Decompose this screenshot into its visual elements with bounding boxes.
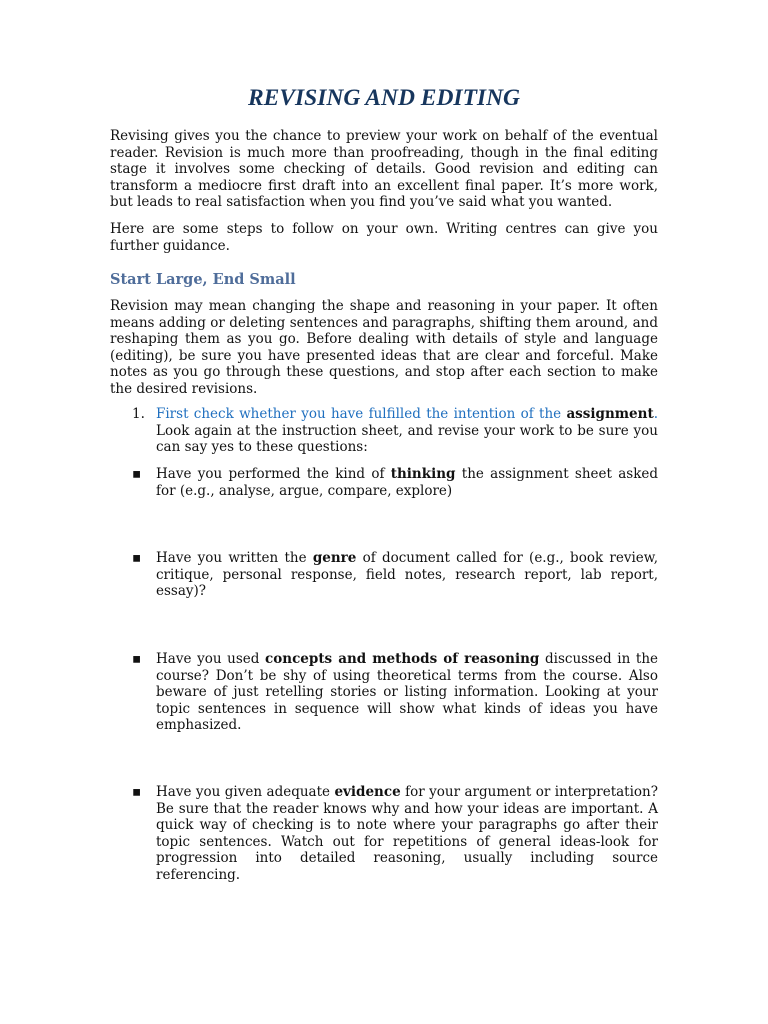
bullet-text: Have you given adequate — [156, 784, 335, 800]
bullet-bold: concepts and methods of reasoning — [265, 651, 540, 667]
bullet-bold: thinking — [390, 466, 456, 482]
intro-paragraph-1: Revising gives you the chance to preview your work on behalf of the eventual reader. Revision is much more than proofreading, though in the final editing stage it involves some checking of details. Good revision and editing can transform a mediocre first draft into an excellent final paper. It’s more work, but leads to real satisfaction when you find you’ve said what you wanted. — [110, 128, 658, 211]
bullet-icon: ▪ — [132, 784, 142, 800]
section-paragraph: Revision may mean changing the shape and reasoning in your paper. It often means adding or deleting sentences and paragraphs, shifting them around, and reshaping them as you go. Before dealing with details of style and language (editing), be sure you have presented ideas that are clear and forceful. Make notes as you go through these questions, and stop after each section to make the desired revisions. — [110, 298, 658, 397]
section-heading: Start Large, End Small — [110, 271, 296, 288]
bullet-icon: ▪ — [132, 466, 142, 482]
bullet-icon: ▪ — [132, 550, 142, 566]
numbered-item-rest: Look again at the instruction sheet, and revise your work to be sure you can say yes to these questions: — [156, 422, 658, 456]
bullet-bold: evidence — [334, 784, 401, 800]
page-title: REVISING AND EDITING — [247, 85, 521, 111]
bullet-item-genre — [156, 550, 658, 600]
numbered-item — [156, 406, 658, 456]
bullet-icon: ▪ — [132, 651, 142, 667]
intro-paragraph-2: Here are some steps to follow on your own. Writing centres can give you further guidance. — [110, 221, 658, 254]
list-number: 1. — [132, 406, 145, 422]
numbered-item-bold: assignment — [566, 406, 654, 422]
bullet-text: Have you performed the kind of — [156, 466, 391, 482]
bullet-text: Have you used — [156, 651, 266, 667]
bullet-text: Have you written the — [156, 550, 313, 566]
bullet-bold: genre — [312, 550, 357, 566]
bullet-text: the assignment sheet asked for (e.g., analyse, argue, compare, explore) — [156, 466, 659, 499]
bullet-item-thinking — [156, 466, 658, 499]
bullet-text: of document called for (e.g., book review, critique, personal response, field notes, research report, lab report, essay)? — [156, 550, 658, 600]
numbered-item-period: . — [653, 406, 658, 422]
bullet-text: discussed in the course? Don’t be shy of using theoretical terms from the course. Also beware of just retelling stories or listing information. Looking at your topic sentences in sequence will show what kinds of ideas you have emphasized. — [156, 651, 659, 734]
numbered-item-lead: First check whether you have fulfilled the intention of the — [156, 406, 567, 422]
bullet-text: for your argument or interpretation? Be sure that the reader knows why and how your ideas are important. A quick way of checking is to note where your paragraphs go after their topic sentences. Watch out for repetitions of general ideas-look for progression into detailed reasoning, usually including source referencing. — [156, 784, 658, 883]
bullet-item-concepts — [156, 651, 658, 734]
bullet-item-evidence — [156, 784, 658, 884]
